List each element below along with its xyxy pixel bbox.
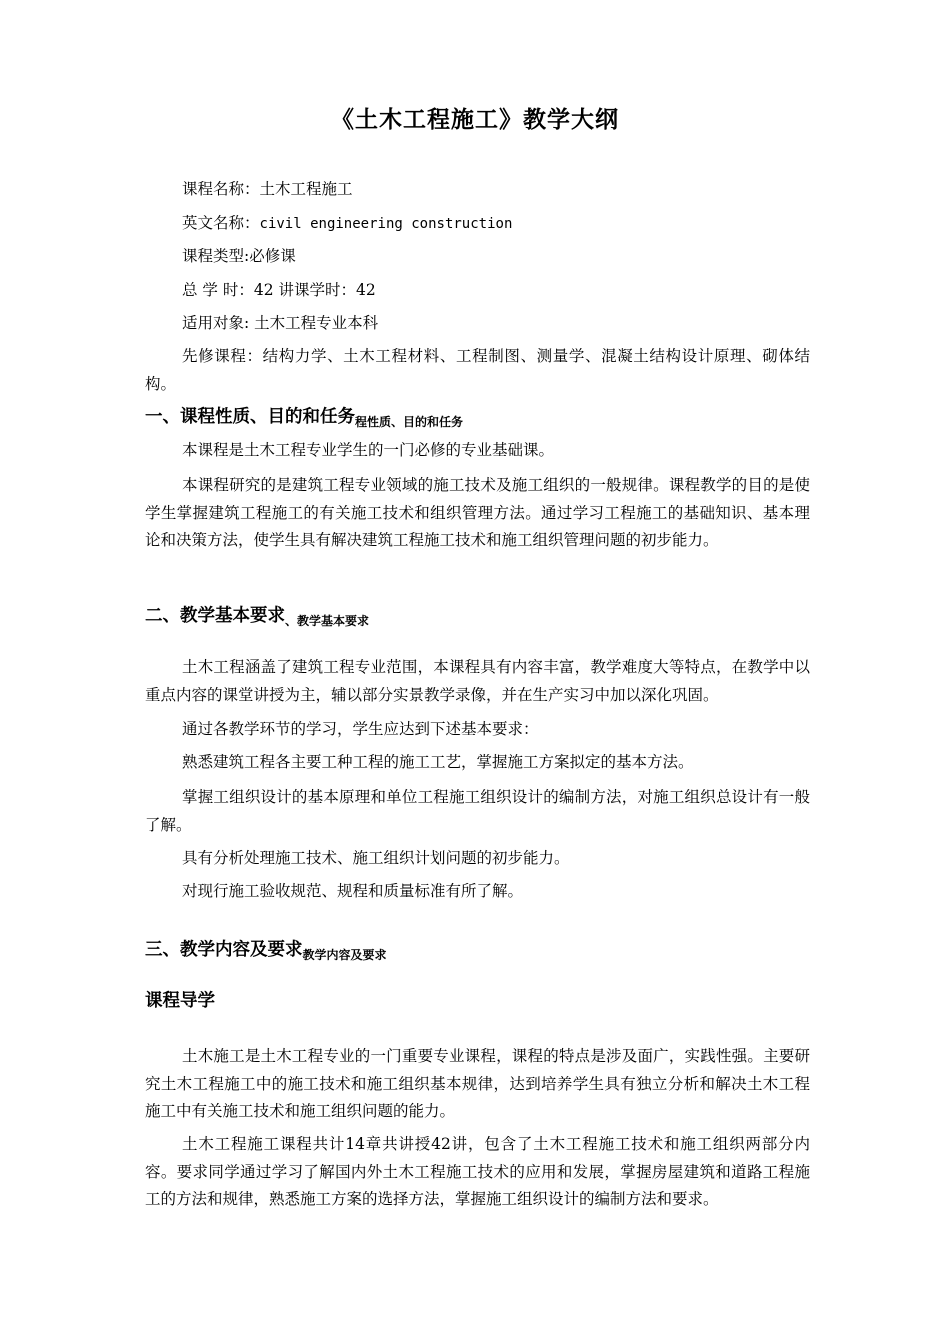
course-type: 课程类型:必修课: [182, 247, 296, 265]
prerequisites: 先修课程：结构力学、土木工程材料、工程制图、测量学、混凝土结构设计原理、砌体结构。: [145, 347, 810, 393]
section3-heading-sub: 教学内容及要求: [302, 948, 387, 962]
section3-heading: [145, 937, 387, 964]
section2-paragraph-5: 具有分析处理施工技术、施工组织计划问题的初步能力。: [182, 849, 570, 867]
english-name: [182, 212, 512, 235]
document-title: 《土木工程施工》教学大纲: [331, 107, 619, 133]
section2-paragraph-2: 通过各教学环节的学习，学生应达到下述基本要求：: [182, 720, 539, 738]
section2-paragraph-1: 土木工程涵盖了建筑工程专业范围，本课程具有内容丰富，教学难度大等特点，在教学中以重点内容的课堂讲授为主，辅以部分实景教学录像，并在生产实习中加以深化巩固。: [145, 658, 810, 704]
course-name: 课程名称：土木工程施工: [182, 180, 353, 198]
course-hours: 总 学 时：42 讲课学时：42: [182, 281, 376, 299]
english-name-label: 英文名称：: [182, 214, 260, 232]
target-audience: 适用对象: 土木工程专业本科: [182, 314, 379, 332]
section1-paragraph-2: 本课程研究的是建筑工程专业领域的施工技术及施工组织的一般规律。课程教学的目的是使学生掌握建筑工程施工的有关施工技术和组织管理方法。通过学习工程施工的基础知识、基本理论和决策方法，使学生具有解决建筑工程施工技术和施工组织管理问题的初步能力。: [145, 476, 810, 549]
section3-paragraph-1: 土木施工是土木工程专业的一门重要专业课程，课程的特点是涉及面广，实践性强。主要研究土木工程施工中的施工技术和施工组织基本规律，达到培养学生具有独立分析和解决土木工程施工中有关施工技术和施工组织问题的能力。: [145, 1047, 810, 1120]
english-name-value: civil engineering construction: [259, 216, 513, 232]
section3-heading-text: 三、教学内容及要求: [145, 940, 303, 960]
section1-heading-sub: 程性质、目的和任务: [355, 415, 464, 429]
section3-paragraph-2: 土木工程施工课程共计14章共讲授42讲，包含了土木工程施工技术和施工组织两部分内容。要求同学通过学习了解国内外土木工程施工技术的应用和发展，掌握房屋建筑和道路工程施工的方法和规律，熟悉施工方案的选择方法，掌握施工组织设计的编制方法和要求。: [145, 1135, 810, 1208]
section2-heading-text: 二、教学基本要求: [145, 606, 285, 626]
section2-heading: [145, 603, 369, 630]
section1-heading-text: 一、课程性质、目的和任务: [145, 407, 355, 427]
section2-paragraph-6: 对现行施工验收规范、规程和质量标准有所了解。: [182, 882, 524, 900]
section2-paragraph-4: 掌握工组织设计的基本原理和单位工程施工组织设计的编制方法，对施工组织总设计有一般了解。: [145, 788, 810, 834]
course-guide-heading: 课程导学: [145, 991, 215, 1011]
section1-heading: [145, 404, 463, 431]
section2-heading-sub: 、教学基本要求: [285, 614, 370, 628]
section1-paragraph-1: 本课程是土木工程专业学生的一门必修的专业基础课。: [182, 441, 555, 459]
section2-paragraph-3: 熟悉建筑工程各主要工种工程的施工工艺，掌握施工方案拟定的基本方法。: [182, 753, 694, 771]
